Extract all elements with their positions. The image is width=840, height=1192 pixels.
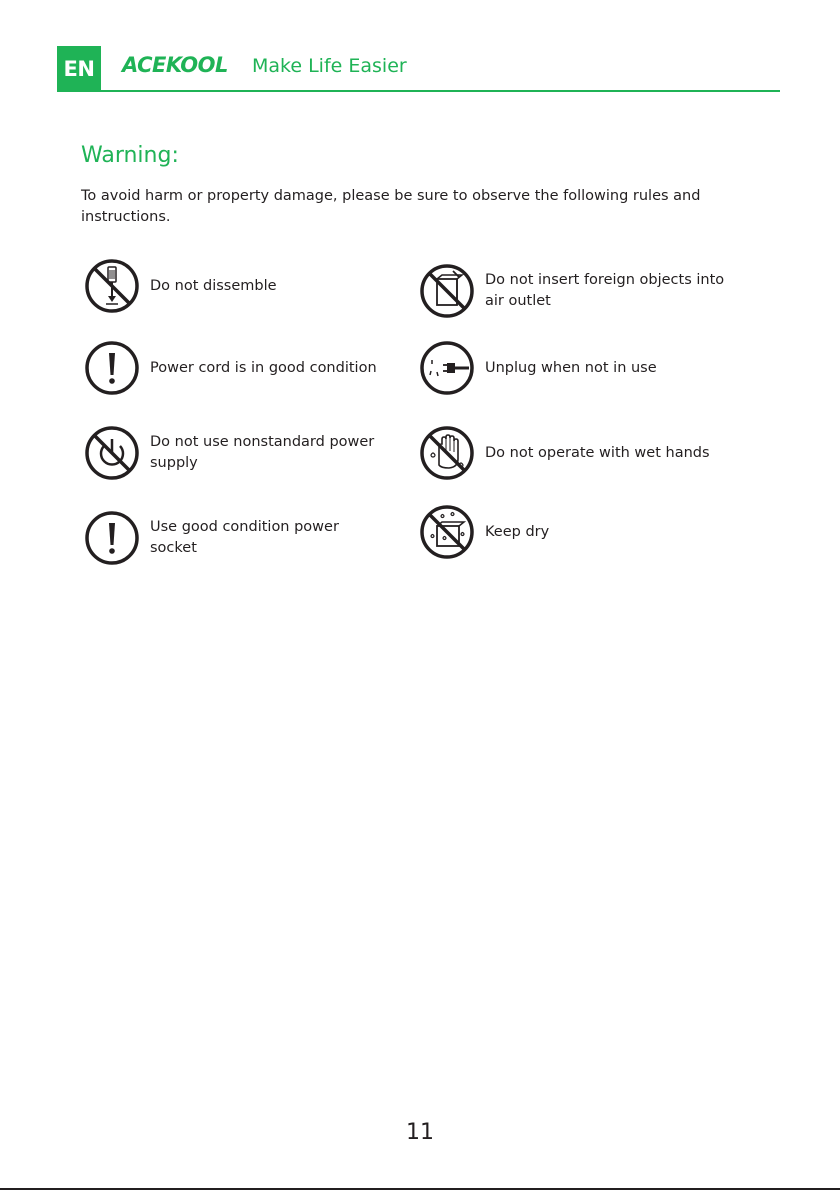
rule-text: Do not dissemble	[150, 277, 277, 294]
rule-text: Do not insert foreign objects into air outlet	[485, 272, 725, 309]
language-badge: EN	[57, 46, 101, 92]
keep-dry-icon	[419, 504, 475, 560]
rule-item-keep-dry	[419, 504, 745, 560]
no-insert-objects-icon	[419, 263, 475, 319]
rule-text: Do not operate with wet hands	[485, 444, 710, 461]
rule-item-power-supply	[84, 425, 380, 481]
rule-text: Power cord is in good condition	[150, 359, 377, 376]
rule-text: Use good condition power socket	[150, 519, 339, 556]
warning-intro: To avoid harm or property damage, please be sure to observe the following rules and instructions.	[81, 188, 701, 225]
unplug-icon	[419, 340, 475, 396]
rule-item-unplug	[419, 340, 745, 396]
rule-item-no-disassemble	[84, 258, 380, 314]
no-wet-hands-icon	[419, 425, 475, 481]
header-divider	[101, 90, 780, 92]
rule-text: Unplug when not in use	[485, 359, 657, 376]
page-number: 11	[406, 1120, 434, 1145]
no-screwdriver-icon	[84, 258, 140, 314]
rule-item-power-socket	[84, 510, 380, 566]
tagline: Make Life Easier	[252, 55, 407, 77]
warning-title: Warning:	[81, 143, 179, 168]
no-power-symbol-icon	[84, 425, 140, 481]
bottom-divider	[0, 1188, 840, 1190]
exclamation-icon	[84, 510, 140, 566]
brand-logo: ACEKOOL	[122, 53, 228, 77]
rule-item-wet-hands	[419, 425, 745, 481]
rule-text: Do not use nonstandard power supply	[150, 434, 375, 471]
rule-item-foreign-objects	[419, 263, 745, 319]
rule-item-power-cord	[84, 340, 380, 396]
exclamation-icon	[84, 340, 140, 396]
rule-text: Keep dry	[485, 523, 550, 540]
